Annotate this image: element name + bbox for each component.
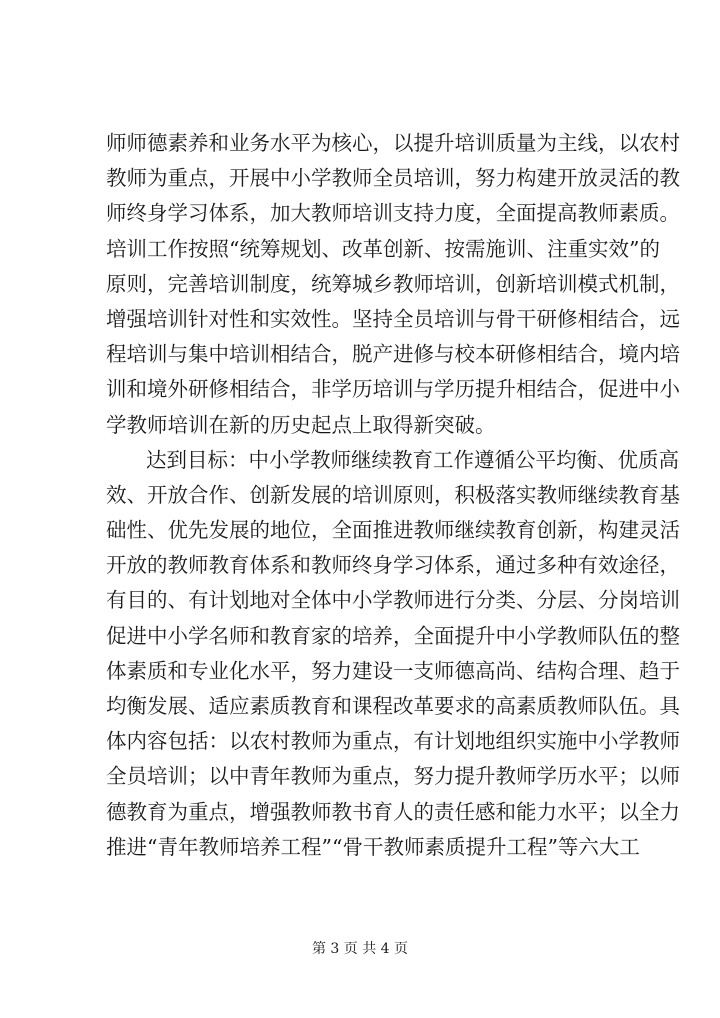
page-footer: 第 3 页 共 4 页 xyxy=(311,941,409,957)
text-line: 均衡发展、适应素质教育和课程改革要求的高素质教师队伍。具 xyxy=(106,694,680,718)
text-line: 体素质和专业化水平，努力建设一支师德高尚、结构合理、趋于 xyxy=(106,658,680,683)
text-line: 德教育为重点，增强教师教书育人的责任感和能力水平；以全力 xyxy=(106,799,680,824)
text-line: 效、开放合作、创新发展的培训原则，积极落实教师继续教育基 xyxy=(106,482,680,507)
text-line: 促进中小学名师和教育家的培养，全面提升中小学教师队伍的整 xyxy=(106,623,680,648)
text-line: 体内容包括：以农村教师为重点，有计划地组织实施中小学教师 xyxy=(106,729,680,754)
text-line: 增强培训针对性和实效性。坚持全员培训与骨干研修相结合，远 xyxy=(106,306,680,331)
text-line: 师师德素养和业务水平为核心，以提升培训质量为主线，以农村 xyxy=(106,131,680,155)
text-line: 开放的教师教育体系和教师终身学习体系，通过多种有效途径， xyxy=(106,553,680,578)
text-line: 教师为重点，开展中小学教师全员培训，努力构建开放灵活的教 xyxy=(106,166,680,191)
text-line: 训和境外研修相结合，非学历培训与学历提升相结合，促进中小 xyxy=(106,377,680,402)
text-line: 全员培训；以中青年教师为重点，努力提升教师学历水平；以师 xyxy=(106,764,680,789)
text-line: 有目的、有计划地对全体中小学教师进行分类、分层、分岗培训 xyxy=(106,588,680,613)
paragraph-start-line: 达到目标：中小学教师继续教育工作遵循公平均衡、优质高 xyxy=(146,447,679,472)
text-line: 础性、优先发展的地位，全面推进教师继续教育创新，构建灵活 xyxy=(106,518,680,543)
text-line: 学教师培训在新的历史起点上取得新突破。 xyxy=(106,412,496,437)
text-line: 推进“青年教师培养工程”“骨干教师素质提升工程”等六大工 xyxy=(106,834,640,859)
body-text xyxy=(106,126,680,865)
text-line: 培训工作按照“统筹规划、改革创新、按需施训、注重实效”的 xyxy=(106,236,660,261)
text-line: 师终身学习体系，加大教师培训支持力度，全面提高教师素质。 xyxy=(106,201,680,226)
text-line: 原则，完善培训制度，统筹城乡教师培训，创新培训模式机制， xyxy=(106,271,680,296)
text-line: 程培训与集中培训相结合，脱产进修与校本研修相结合，境内培 xyxy=(106,342,680,367)
